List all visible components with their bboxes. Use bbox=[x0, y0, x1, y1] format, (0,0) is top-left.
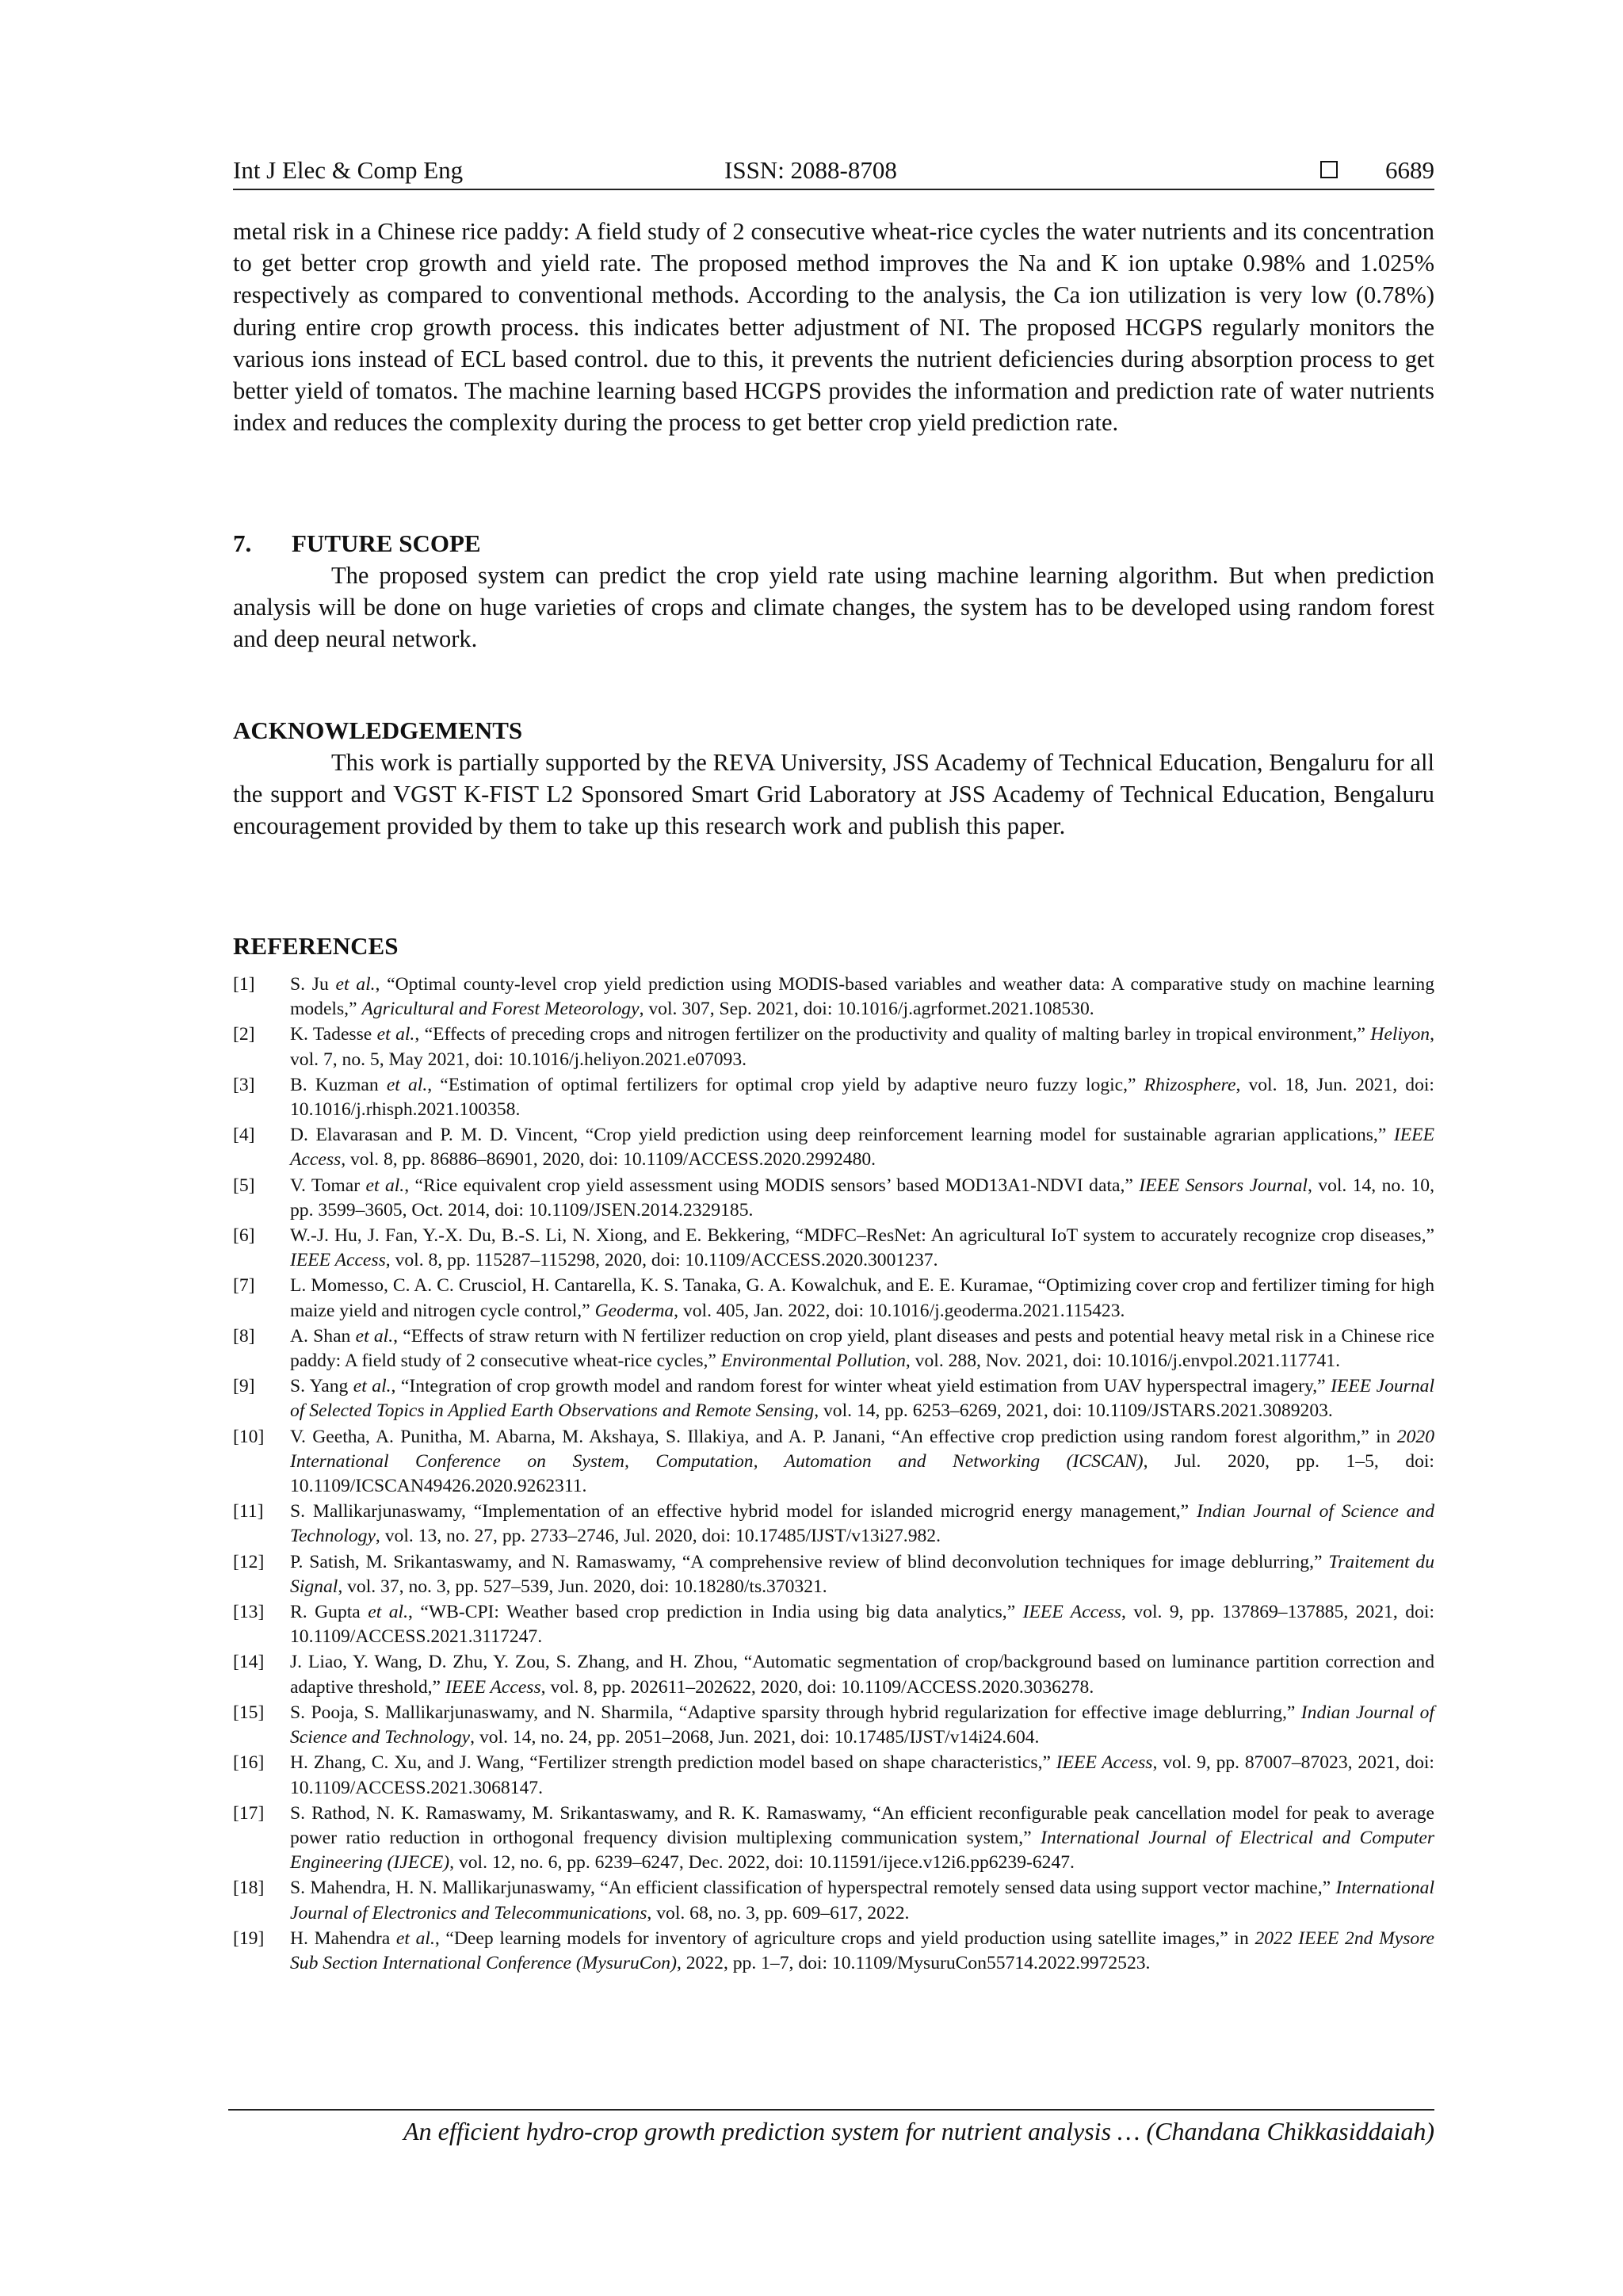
reference-text: V. Geetha, A. Punitha, M. Abarna, M. Akshaya, S. Illakiya, and A. P. Janani, “An effective crop prediction using random forest algorithm,” in bbox=[290, 1426, 1397, 1447]
reference-italic-text: Heliyon bbox=[1370, 1024, 1430, 1045]
reference-text: , vol. 9, pp. 137869–137885, 2021, doi: 10.1109/ACCESS.2021.3117247. bbox=[290, 1602, 1435, 1648]
reference-italic-text: et al. bbox=[353, 1376, 391, 1397]
reference-italic-text: Environmental Pollution bbox=[720, 1350, 906, 1372]
reference-italic-text: IEEE Journal of Selected Topics in Applied Earth Observations and Remote Sensing bbox=[290, 1376, 1435, 1422]
reference-number: [7] bbox=[233, 1275, 255, 1297]
reference-text: , “Rice equivalent crop yield assessment using MODIS sensors’ based MOD13A1-NDVI data,” bbox=[404, 1175, 1140, 1196]
reference-text: H. Zhang, C. Xu, and J. Wang, “Fertilizer strength prediction model based on shape characteristics,” bbox=[290, 1752, 1056, 1774]
reference-text: , vol. 8, pp. 115287–115298, 2020, doi: 10.1109/ACCESS.2020.3001237. bbox=[385, 1250, 938, 1271]
reference-text: S. Rathod, N. K. Ramaswamy, M. Srikantaswamy, and R. K. Ramaswamy, “An efficient reconfigurable peak cancellation model for peak to average power ratio reduction in orthogonal frequency division multiplexing communication system,” bbox=[290, 1802, 1434, 1848]
reference-italic-text: Indian Journal of Science and Technology bbox=[290, 1501, 1434, 1547]
reference-item bbox=[233, 1650, 1434, 1699]
reference-text: , “Effects of straw return with N fertilizer reduction on crop yield, plant diseases and pests and potential heavy metal risk in a Chinese rice paddy: A field study of 2 consecutive wheat-rice cycles,” bbox=[290, 1325, 1434, 1372]
reference-number: [8] bbox=[233, 1325, 255, 1347]
reference-italic-text: et al. bbox=[355, 1325, 394, 1347]
reference-text: , vol. 307, Sep. 2021, doi: 10.1016/j.agrformet.2021.108530. bbox=[639, 999, 1094, 1020]
reference-item bbox=[233, 1123, 1434, 1172]
reference-italic-text: et al. bbox=[386, 1074, 428, 1095]
reference-italic-text: Indian Journal of Science and Technology bbox=[290, 1702, 1434, 1748]
reference-number: [3] bbox=[233, 1074, 255, 1095]
reference-text: , vol. 68, no. 3, pp. 609–617, 2022. bbox=[647, 1902, 910, 1924]
reference-text: , vol. 13, no. 27, pp. 2733–2746, Jul. 2020, doi: 10.17485/IJST/v13i27.982. bbox=[375, 1526, 941, 1547]
reference-text: , vol. 405, Jan. 2022, doi: 10.1016/j.geoderma.2021.115423. bbox=[674, 1300, 1125, 1321]
reference-italic-text: et al. bbox=[368, 1602, 408, 1623]
reference-text: S. Ju bbox=[290, 974, 336, 995]
reference-text: , vol. 14, no. 24, pp. 2051–2068, Jun. 2021, doi: 10.17485/IJST/v14i24.604. bbox=[470, 1727, 1040, 1748]
reference-text: , 2022, pp. 1–7, doi: 10.1109/MysuruCon55714.2022.9972523. bbox=[676, 1952, 1151, 1973]
reference-italic-text: IEEE Access bbox=[290, 1250, 386, 1271]
reference-number: [15] bbox=[233, 1702, 265, 1723]
reference-text: L. Momesso, C. A. C. Crusciol, H. Cantarella, K. S. Tanaka, G. A. Kowalchuk, and E. E. Kuramae, “Optimizing cover crop and fertilizer timing for high maize yield and nitrogen cycle control,” bbox=[290, 1275, 1434, 1321]
reference-text: H. Mahendra bbox=[290, 1927, 396, 1949]
reference-italic-text: IEEE Access bbox=[1022, 1602, 1121, 1623]
journal-name: Int J Elec & Comp Eng bbox=[233, 156, 464, 184]
reference-text: , “Integration of crop growth model and random forest for winter wheat yield estimation from UAV hyperspectral imagery,” bbox=[391, 1376, 1331, 1397]
reference-item bbox=[233, 1499, 1434, 1549]
reference-number: [14] bbox=[233, 1652, 265, 1673]
reference-text: , “Effects of preceding crops and nitrogen fertilizer on the productivity and quality of malting barley in tropical environment,” bbox=[414, 1024, 1371, 1045]
reference-italic-text: IEEE Access bbox=[290, 1125, 1434, 1171]
reference-italic-text: Rhizosphere bbox=[1144, 1074, 1236, 1095]
reference-item bbox=[233, 1927, 1434, 1976]
running-header bbox=[233, 157, 1434, 190]
reference-number: [19] bbox=[233, 1927, 265, 1949]
future-scope-text: The proposed system can predict the crop yield rate using machine learning algorithm. But when prediction analysis will be done on huge varieties of crops and climate changes, the system has to be developed using random forest and deep neural network. bbox=[233, 562, 1434, 653]
reference-italic-text: IEEE Access bbox=[1056, 1752, 1153, 1774]
reference-text: , vol. 14, no. 10, pp. 3599–3605, Oct. 2014, doi: 10.1109/JSEN.2014.2329185. bbox=[290, 1175, 1434, 1221]
reference-text: , vol. 14, pp. 6253–6269, 2021, doi: 10.1109/JSTARS.2021.3089203. bbox=[814, 1400, 1333, 1422]
future-scope-heading bbox=[233, 529, 481, 559]
reference-text: , vol. 8, pp. 202611–202622, 2020, doi: 10.1109/ACCESS.2020.3036278. bbox=[540, 1676, 1094, 1698]
reference-number: [13] bbox=[233, 1602, 265, 1623]
reference-italic-text: International Journal of Electronics and Telecommunications bbox=[290, 1878, 1434, 1924]
reference-item bbox=[233, 1274, 1434, 1323]
reference-text: V. Tomar bbox=[290, 1175, 366, 1196]
reference-text: D. Elavarasan and P. M. D. Vincent, “Crop yield prediction using deep reinforcement learning model for sustainable agrarian applications,” bbox=[290, 1125, 1394, 1146]
reference-italic-text: International Journal of Electrical and Computer Engineering (IJECE) bbox=[290, 1827, 1434, 1874]
reference-number: [11] bbox=[233, 1501, 264, 1522]
page-number: 6689 bbox=[1385, 156, 1434, 184]
reference-number: [16] bbox=[233, 1752, 265, 1774]
reference-text: S. Pooja, S. Mallikarjunaswamy, and N. Sharmila, “Adaptive sparsity through hybrid regularization for effective image deblurring,” bbox=[290, 1702, 1301, 1723]
reference-text: , “Deep learning models for inventory of agriculture crops and yield production using satellite images,” in bbox=[434, 1927, 1255, 1949]
reference-text: , vol. 288, Nov. 2021, doi: 10.1016/j.envpol.2021.117741. bbox=[905, 1350, 1340, 1372]
reference-item bbox=[233, 1600, 1434, 1649]
reference-item bbox=[233, 1701, 1434, 1750]
reference-text: , “Optimal county-level crop yield prediction using MODIS-based variables and weather data: A comparative study on machine learning models,” bbox=[290, 974, 1435, 1020]
reference-list bbox=[233, 972, 1434, 1977]
reference-text: , vol. 9, pp. 87007–87023, 2021, doi: 10.1109/ACCESS.2021.3068147. bbox=[290, 1752, 1434, 1798]
running-footer: An efficient hydro-crop growth prediction system for nutrient analysis … (Chandana Chikkasiddaiah) bbox=[403, 2117, 1434, 2145]
footer-rule bbox=[228, 2109, 1434, 2111]
reference-text: , vol. 7, no. 5, May 2021, doi: 10.1016/j.heliyon.2021.e07093. bbox=[290, 1024, 1434, 1070]
reference-number: [9] bbox=[233, 1376, 255, 1397]
reference-item bbox=[233, 972, 1434, 1022]
reference-text: S. Mallikarjunaswamy, “Implementation of an effective hybrid model for islanded microgrid energy management,” bbox=[290, 1501, 1197, 1522]
reference-number: [12] bbox=[233, 1551, 265, 1572]
acknowledgements-heading: ACKNOWLEDGEMENTS bbox=[233, 716, 523, 744]
reference-number: [4] bbox=[233, 1125, 255, 1146]
intro-paragraph: metal risk in a Chinese rice paddy: A field study of 2 consecutive wheat-rice cycles the water nutrients and its concentration to get better crop growth and yield rate. The proposed method improves the Na and K ion uptake 0.98% and 1.025% respectively as compared to conventional methods. According to the analysis, the Ca ion utilization is very low (0.78%) during entire crop growth process. this indicates better adjustment of NI. The proposed HCGPS regularly monitors the various ions instead of ECL based control. due to this, it prevents the nutrient deficiencies during absorption process to get better yield of tomatos. The machine learning based HCGPS provides the information and prediction rate of water nutrients index and reduces the complexity during the process to get better crop yield prediction rate. bbox=[233, 218, 1434, 437]
reference-text: W.-J. Hu, J. Fan, Y.-X. Du, B.-S. Li, N. Xiong, and E. Bekkering, “MDFC–ResNet: An agricultural IoT system to accurately recognize crop diseases,” bbox=[290, 1225, 1434, 1247]
reference-item bbox=[233, 1801, 1434, 1876]
reference-text: , vol. 37, no. 3, pp. 527–539, Jun. 2020, doi: 10.18280/ts.370321. bbox=[338, 1576, 827, 1597]
square-icon bbox=[1320, 161, 1338, 178]
reference-item bbox=[233, 1876, 1434, 1925]
reference-text: B. Kuzman bbox=[290, 1074, 387, 1095]
reference-italic-text: et al. bbox=[376, 1024, 415, 1045]
reference-item bbox=[233, 1425, 1434, 1499]
reference-number: [10] bbox=[233, 1426, 265, 1447]
section-number: 7. bbox=[233, 529, 252, 557]
reference-italic-text: IEEE Access bbox=[445, 1676, 541, 1698]
reference-italic-text: Agricultural and Forest Meteorology bbox=[361, 999, 640, 1020]
reference-number: [18] bbox=[233, 1878, 265, 1899]
reference-number: [5] bbox=[233, 1175, 255, 1196]
acknowledgements-text: This work is partially supported by the REVA University, JSS Academy of Technical Education, Bengaluru for all the support and VGST K-FIST L2 Sponsored Smart Grid Laboratory at JSS Academy of Technical Education, Bengaluru encouragement provided by them to take up this research work and publish this paper. bbox=[233, 749, 1434, 840]
references-heading: REFERENCES bbox=[233, 932, 399, 960]
reference-italic-text: IEEE Sensors Journal bbox=[1139, 1175, 1308, 1196]
reference-text: P. Satish, M. Srikantaswamy, and N. Ramaswamy, “A comprehensive review of blind deconvolution techniques for image deblurring,” bbox=[290, 1551, 1329, 1572]
reference-text: , “WB-CPI: Weather based crop prediction in India using big data analytics,” bbox=[408, 1602, 1023, 1623]
reference-text: , “Estimation of optimal fertilizers for optimal crop yield by adaptive neuro fuzzy logic,” bbox=[427, 1074, 1144, 1095]
reference-item bbox=[233, 1073, 1434, 1122]
reference-number: [2] bbox=[233, 1024, 255, 1045]
reference-item bbox=[233, 1022, 1434, 1072]
issn: ISSN: 2088-8708 bbox=[724, 156, 897, 184]
reference-italic-text: et al. bbox=[335, 974, 376, 995]
reference-text: R. Gupta bbox=[290, 1602, 369, 1623]
reference-number: [17] bbox=[233, 1802, 265, 1824]
reference-italic-text: 2020 International Conference on System, Computation, Automation and Networking (ICSCAN) bbox=[290, 1426, 1434, 1472]
reference-italic-text: et al. bbox=[365, 1175, 405, 1196]
reference-item bbox=[233, 1224, 1434, 1273]
reference-text: S. Mahendra, H. N. Mallikarjunaswamy, “An efficient classification of hyperspectral remotely sensed data using support vector machine,” bbox=[290, 1878, 1336, 1899]
reference-number: [6] bbox=[233, 1225, 255, 1247]
reference-italic-text: Geoderma bbox=[594, 1300, 674, 1321]
reference-italic-text: 2022 IEEE 2nd Mysore Sub Section International Conference (MysuruCon) bbox=[290, 1927, 1434, 1973]
reference-text: , vol. 18, Jun. 2021, doi: 10.1016/j.rhisph.2021.100358. bbox=[290, 1074, 1434, 1121]
reference-text: , Jul. 2020, pp. 1–5, doi: 10.1109/ICSCAN49426.2020.9262311. bbox=[290, 1450, 1434, 1497]
reference-text: K. Tadesse bbox=[290, 1024, 377, 1045]
reference-text: S. Yang bbox=[290, 1376, 353, 1397]
reference-text: , vol. 12, no. 6, pp. 6239–6247, Dec. 2022, doi: 10.11591/ijece.v12i6.pp6239-6247. bbox=[449, 1852, 1075, 1874]
reference-text: A. Shan bbox=[290, 1325, 356, 1347]
reference-text: J. Liao, Y. Wang, D. Zhu, Y. Zou, S. Zhang, and H. Zhou, “Automatic segmentation of crop/background based on luminance partition correction and adaptive threshold,” bbox=[290, 1652, 1434, 1698]
section-title: FUTURE SCOPE bbox=[292, 529, 481, 557]
reference-item bbox=[233, 1550, 1434, 1599]
reference-item bbox=[233, 1374, 1434, 1423]
reference-item bbox=[233, 1174, 1434, 1223]
reference-text: , vol. 8, pp. 86886–86901, 2020, doi: 10.1109/ACCESS.2020.2992480. bbox=[341, 1149, 876, 1171]
reference-italic-text: et al. bbox=[395, 1927, 435, 1949]
reference-item bbox=[233, 1751, 1434, 1800]
reference-item bbox=[233, 1324, 1434, 1373]
reference-italic-text: Traitement du Signal bbox=[290, 1551, 1434, 1597]
reference-number: [1] bbox=[233, 974, 255, 995]
